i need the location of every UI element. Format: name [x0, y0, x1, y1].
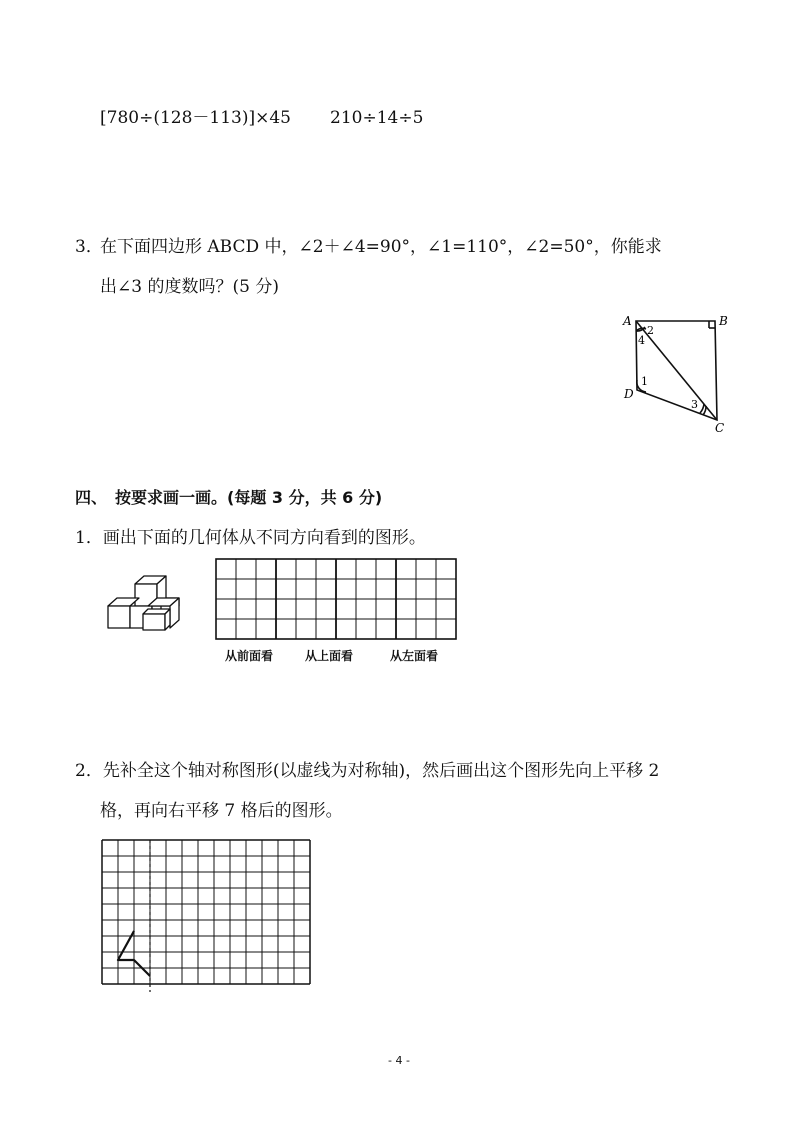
view-label-left: 从左面看	[390, 649, 439, 663]
view-label-front: 从前面看	[225, 649, 274, 663]
angle-3-label: 3	[691, 398, 698, 411]
expression-1: [780÷(128－113)]×45	[100, 108, 291, 128]
s4-q2-line1: 2．先补全这个轴对称图形(以虚线为对称轴)，然后画出这个图形先向上平移 2	[75, 761, 660, 781]
s4-q1-text: 1．画出下面的几何体从不同方向看到的图形。	[75, 528, 426, 548]
vertex-d-label: D	[624, 387, 634, 401]
expression-2: 210÷14÷5	[330, 108, 424, 128]
angle-2-label: 2	[647, 324, 654, 337]
vertex-b-label: B	[719, 314, 728, 328]
angle-1-label: 1	[641, 375, 648, 388]
q3-line1: 在下面四边形 ABCD 中，∠2＋∠4=90°，∠1=110°，∠2=50°，你能求	[100, 237, 662, 257]
vertex-c-label: C	[715, 421, 725, 435]
section-4-heading: 四、 按要求画一画。(每题 3 分，共 6 分)	[75, 488, 383, 507]
vertex-a-label: A	[623, 314, 632, 328]
angle-4-label: 4	[638, 334, 645, 347]
page-number: - 4 -	[388, 1054, 410, 1067]
half-figure	[118, 931, 150, 976]
q3-number: 3．	[75, 237, 103, 257]
view-label-top: 从上面看	[305, 649, 354, 663]
s4-q2-line2: 格，再向右平移 7 格后的图形。	[100, 801, 343, 821]
q3-line2: 出∠3 的度数吗？(5 分)	[100, 277, 279, 297]
